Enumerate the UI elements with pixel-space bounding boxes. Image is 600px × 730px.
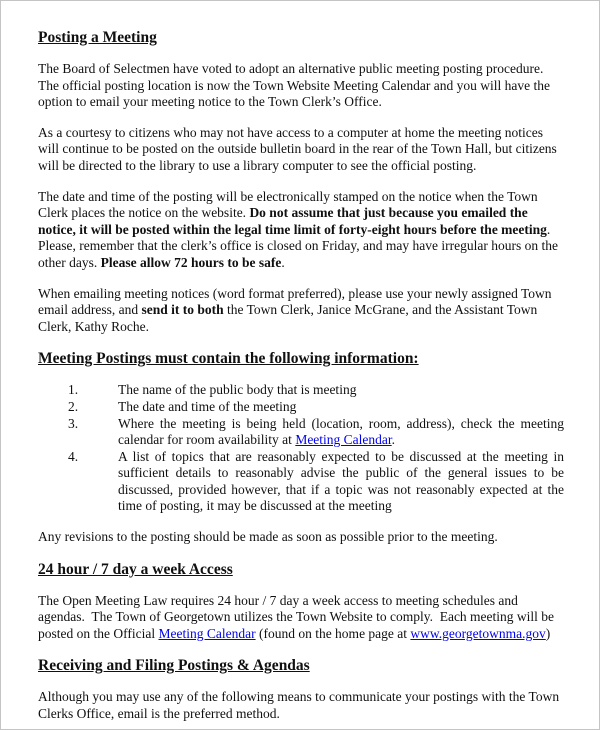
paragraph-open-meeting-law: [38, 593, 564, 643]
list-item-topics: [38, 449, 564, 515]
text-run: The Open Meeting Law requires 24 hour / 7 day a week access to meeting schedules and agendas. The Town of Georgetown utilizes the Town Website to comply. Each meeting will be posted on the Official: [38, 592, 558, 641]
heading-access: 24 hour / 7 day a week Access: [38, 560, 233, 578]
list-item-number: 2.: [68, 398, 79, 414]
list-item-number: 1.: [68, 382, 79, 398]
georgetownma-gov-link[interactable]: www.georgetownma.gov: [410, 625, 546, 641]
text-run: A list of topics that are reasonably expected to be discussed at the meeting in sufficient details to reasonably advise the public of the general issues to be discussed, provided however, that if a topic was not reasonably expected at the time of posting, it may be discussed at the meeting: [118, 448, 564, 514]
paragraph-electronic-timestamp: [38, 189, 564, 272]
text-run: The name of the public body that is meeting: [118, 382, 357, 398]
paragraph-courtesy-bulletin-board: [38, 125, 564, 175]
text-run: .: [391, 432, 396, 448]
paragraph-revisions: [38, 529, 564, 546]
list-item-number: 3.: [68, 415, 79, 431]
text-run: Although you may use any of the following means to communicate your postings with the Town Clerks Office, email is the preferred method.: [38, 689, 563, 722]
doc-title: Posting a Meeting: [38, 29, 157, 46]
bold-run: Please allow 72 hours to be safe: [100, 254, 282, 270]
heading-receiving-filing: Receiving and Filing Postings & Agendas: [38, 657, 310, 675]
meeting-calendar-link[interactable]: Meeting Calendar: [158, 625, 256, 641]
text-run: As a courtesy to citizens who may not have access to a computer at home the meeting notices will continue to be posted on the outside bulletin board in the rear of the Town Hall, but citizens will be directed to the library to use a library computer to see the official posting.: [38, 124, 561, 173]
text-run: The Board of Selectmen have voted to adopt an alternative public meeting posting procedure. The official posting location is now the Town Website Meeting Calendar and you will have the option to email your meeting notice to the Town Clerk’s Office.: [38, 61, 554, 110]
text-run: ): [545, 625, 551, 641]
list-item-public-body: [38, 382, 564, 399]
bold-run: send it to both: [141, 302, 224, 318]
text-run: (found on the home page at: [255, 625, 411, 641]
list-item-date-time: [38, 399, 564, 416]
text-run: . Please, remember that the clerk’s office is closed on Friday, and may have irregular hours on the other days.: [38, 221, 562, 270]
text-run: The date and time of the posting will be electronically stamped on the notice when the Town Clerk places the notice on the website.: [38, 188, 542, 221]
paragraph-communication-means: [38, 689, 564, 722]
text-run: The date and time of the meeting: [118, 398, 297, 414]
bold-run: Do not assume that just because you emailed the notice, it will be posted within the legal time limit of forty-eight hours before the meeting: [38, 205, 547, 237]
heading-posting-requirements: Meeting Postings must contain the following information:: [38, 350, 419, 368]
text-run: .: [281, 254, 285, 270]
text-run: Any revisions to the posting should be made as soon as possible prior to the meeting.: [38, 529, 498, 545]
text-run: Where the meeting is being held (location, room, address), check the meeting calendar for room availability at: [118, 415, 564, 448]
meeting-calendar-link[interactable]: Meeting Calendar: [295, 432, 392, 448]
requirements-list: [38, 382, 564, 515]
text-run: When emailing meeting notices (word format preferred), please use your newly assigned Town email address, and: [38, 285, 555, 318]
list-item-location: [38, 416, 564, 449]
paragraph-emailing-notices: [38, 286, 564, 336]
list-item-number: 4.: [68, 448, 79, 464]
text-run: the Town Clerk, Janice McGrane, and the Assistant Town Clerk, Kathy Roche.: [38, 302, 541, 334]
paragraph-posting-procedure: [38, 61, 564, 111]
